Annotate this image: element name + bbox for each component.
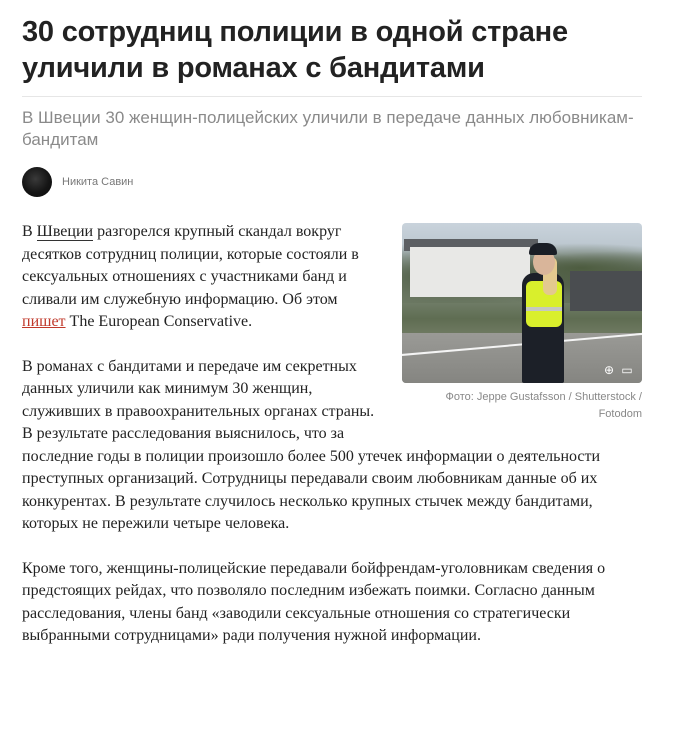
article-figure bbox=[402, 223, 642, 423]
author-block[interactable] bbox=[22, 167, 642, 197]
article-lead: В Швеции 30 женщин-полицейских уличили в передаче данных любовникам-бандитам bbox=[22, 108, 634, 149]
article-title: 30 сотрудниц полиции в одной стране уличили в романах с бандитами bbox=[22, 16, 568, 84]
zoom-icon[interactable]: ⊕ bbox=[603, 363, 615, 377]
photo-actions bbox=[602, 363, 634, 377]
comment-icon[interactable]: ▭ bbox=[621, 363, 633, 377]
author-name[interactable]: Никита Савин bbox=[62, 176, 134, 188]
title-divider bbox=[22, 96, 642, 97]
article-photo[interactable] bbox=[402, 223, 642, 383]
link-sweden[interactable]: Швеции bbox=[36, 223, 94, 240]
paragraph-2: В романах с бандитами и передаче им секретных данных уличили как минимум 30 женщин, служивших в правоохранительных органах страны. В результате расследования выяснилось, что за последние годы в полиции произошло более 500 утечек информации о деятельности преступных организаций. Сотрудницы передавали своим любовникам данные об их конкурентах. В результате случилось несколько крупных стычек между бандитами, которых не пережили четыре человека. bbox=[22, 357, 601, 532]
photo-caption: Фото: Jeppe Gustafsson / Shutterstock / Fotodom bbox=[445, 391, 642, 420]
article-body bbox=[22, 221, 642, 648]
paragraph-1: В Швеции разгорелся крупный скандал вокруг десятков сотрудниц полиции, которые состояли в сексуальных отношениях с участниками банд и сливали им служебную информацию. Об этом пишет The European Conservative. bbox=[22, 223, 359, 330]
paragraph-3: Кроме того, женщины-полицейские передавали бойфрендам-уголовникам сведения о предстоящих рейдах, что позволяло последним избежать поимки. Согласно данным расследования, члены банд «заводили сексуальные отношения со стратегически выбранными сотрудницами» ради получения нужной информации. bbox=[22, 559, 606, 644]
link-source[interactable]: пишет bbox=[22, 313, 66, 330]
author-avatar[interactable] bbox=[22, 167, 52, 197]
